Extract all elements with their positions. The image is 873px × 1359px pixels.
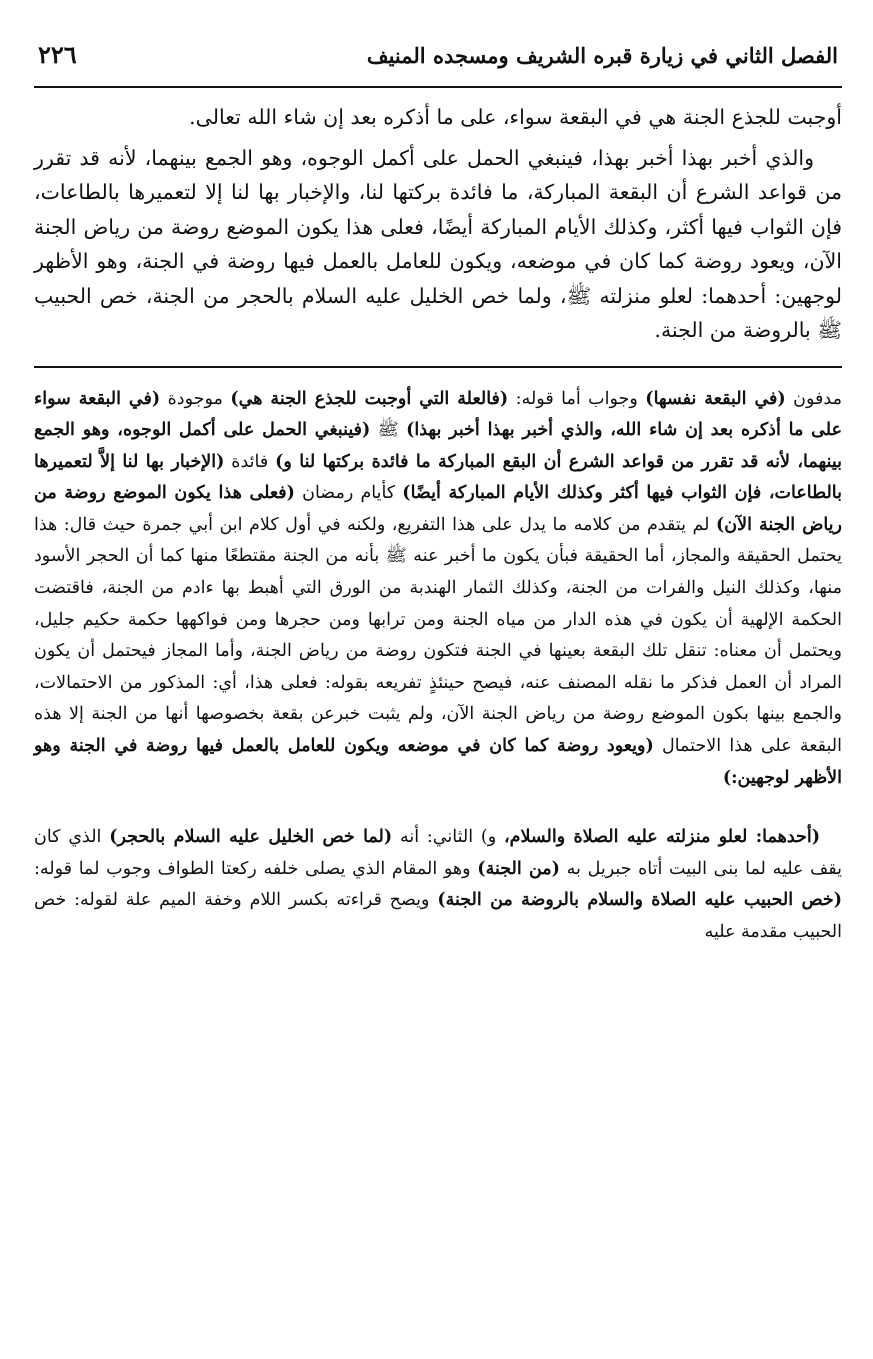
quoted-matn: (الإخبار بها لنا إلاَّ لتعميرها بالطاعات، فإن الثواب فيها أكثر وكذلك الأيام المباركة أيضًا) bbox=[34, 451, 842, 504]
chapter-title: الفصل الثاني في زيارة قبره الشريف ومسجده المنيف bbox=[366, 43, 838, 68]
commentary-text-run: ويصح قراءته بكسر اللام وخفة الميم علة لقوله: خص الحبيب مقدمة عليه bbox=[34, 890, 842, 942]
footnote-separator bbox=[34, 366, 842, 368]
quoted-matn: (فعلى هذا يكون الموضع روضة من رياض الجنة الآن) bbox=[34, 483, 842, 535]
quoted-matn: (فينبغي الحمل على أكمل الوجوه، وهو الجمع بينهما، لأنه قد تقرر من قواعد الشرع أن البقع المباركة ما فائدة بركتها لنا و) bbox=[34, 420, 842, 472]
commentary-text bbox=[34, 384, 842, 949]
commentary-text-run: لم يتقدم من كلامه ما يدل على هذا التفريع، ولكنه في أول كلام ابن أبي جمرة حيث قال: هذا يحتمل الحقيقة والمجاز، أما الحقيقة فبأن يكون ما أخبر عنه ﷺ بأنه من الجنة مقتطعًا منها كما أن الحجر الأسود منها، وكذلك النيل والفرات من الجنة، وكذلك الثمار الهندبة من الورق التي أهبط بها ءادم من الجنة، فاقتضت الحكمة الإلهية أن يكون في هذه الدار من مياه الجنة ومن ترابها ومن حجرها ومن فواكهها حكمة حكيم جليل، ويحتمل أن معناه: تنقل تلك البقعة بعينها في الجنة فتكون روضة من رياض الجنة، وأما المجاز فيحتمل أن يكون المراد أن العمل فذكر ما نقله المصنف عنه، فيصح حينئذٍ تفريعه بقوله: فعلى هذا، أي: المذكور من الاحتمالات، والجمع بينها بكون الموضع روضة من رياض الجنة الآن، ولم يثبت خبرعن بقعة بخصوصها أنها من الجنة إلا هذه البقعة على هذا الاحتمال bbox=[34, 514, 843, 757]
quoted-matn: (ويعود روضة كما كان في موضعه ويكون للعامل بالعمل فيها روضة في الجنة وهو الأظهر لوجهين:) bbox=[34, 736, 842, 788]
document-page bbox=[34, 40, 842, 1340]
quoted-matn: (فالعلة التي أوجبت للجذع الجنة هي) bbox=[230, 388, 509, 409]
main-paragraph-2: والذي أخبر بهذا أخبر بهذا، فينبغي الحمل على أكمل الوجوه، وهو الجمع بينهما، لأنه قد تقرر من قواعد الشرع أن البقعة المباركة، ما فائدة بركتها لنا، والإخبار بها لنا إلا لتعميرها بالطاعات، فإن الثواب فيها أكثر، وكذلك الأيام المباركة أيضًا، فعلى هذا يكون الموضع روضة من رياض الجنة الآن، ويعود روضة كما كان في موضعه، ويكون للعامل بالعمل فيها روضة في الجنة، وهو الأظهر لوجهين: أحدهما: لعلو منزلته ﷺ، ولما خص الخليل عليه السلام بالحجر من الجنة، خص الحبيب ﷺ بالروضة من الجنة. bbox=[34, 145, 842, 342]
header-rule bbox=[34, 86, 842, 88]
commentary-text-run: وجواب أما قوله: bbox=[508, 388, 646, 409]
quoted-matn: (في البقعة نفسها) bbox=[645, 388, 786, 409]
commentary-text-run: و) الثاني: أنه bbox=[392, 827, 504, 848]
commentary-paragraph-2 bbox=[34, 822, 842, 948]
commentary-text-run: الذي كان يقف عليه لما بنى البيت أتاه جبريل به bbox=[34, 827, 842, 879]
commentary-paragraph-1 bbox=[34, 384, 842, 795]
quoted-matn: (أحدهما: لعلو منزلته عليه الصلاة والسلام، bbox=[503, 827, 820, 848]
commentary-text-run: مدفون bbox=[785, 388, 842, 409]
commentary-text-run: كأيام رمضان bbox=[294, 483, 403, 504]
quoted-matn: (في البقعة سواء على ما أذكره بعد إن شاء الله، والذي أخبر بهذا أخبر بهذا) bbox=[34, 388, 843, 441]
commentary-text-run: موجودة bbox=[160, 388, 231, 409]
commentary-text-run: وهو المقام الذي يصلى خلفه ركعتا الطواف وجوب لما قوله: bbox=[34, 858, 478, 879]
running-header bbox=[34, 40, 842, 84]
page-number: ٢٢٦ bbox=[38, 40, 77, 69]
main-text bbox=[34, 100, 842, 348]
quoted-matn: (لما خص الخليل عليه السلام بالحجر) bbox=[109, 827, 393, 848]
quoted-matn: (خص الحبيب عليه الصلاة والسلام بالروضة من الجنة) bbox=[437, 890, 842, 911]
quoted-matn: (من الجنة) bbox=[477, 858, 560, 879]
commentary-text-run: ﷺ bbox=[370, 420, 407, 441]
commentary-text-run: فائدة bbox=[224, 451, 276, 472]
main-paragraph-1: أوجبت للجذع الجنة هي في البقعة سواء، على ما أذكره بعد إن شاء الله تعالى. bbox=[189, 105, 842, 129]
